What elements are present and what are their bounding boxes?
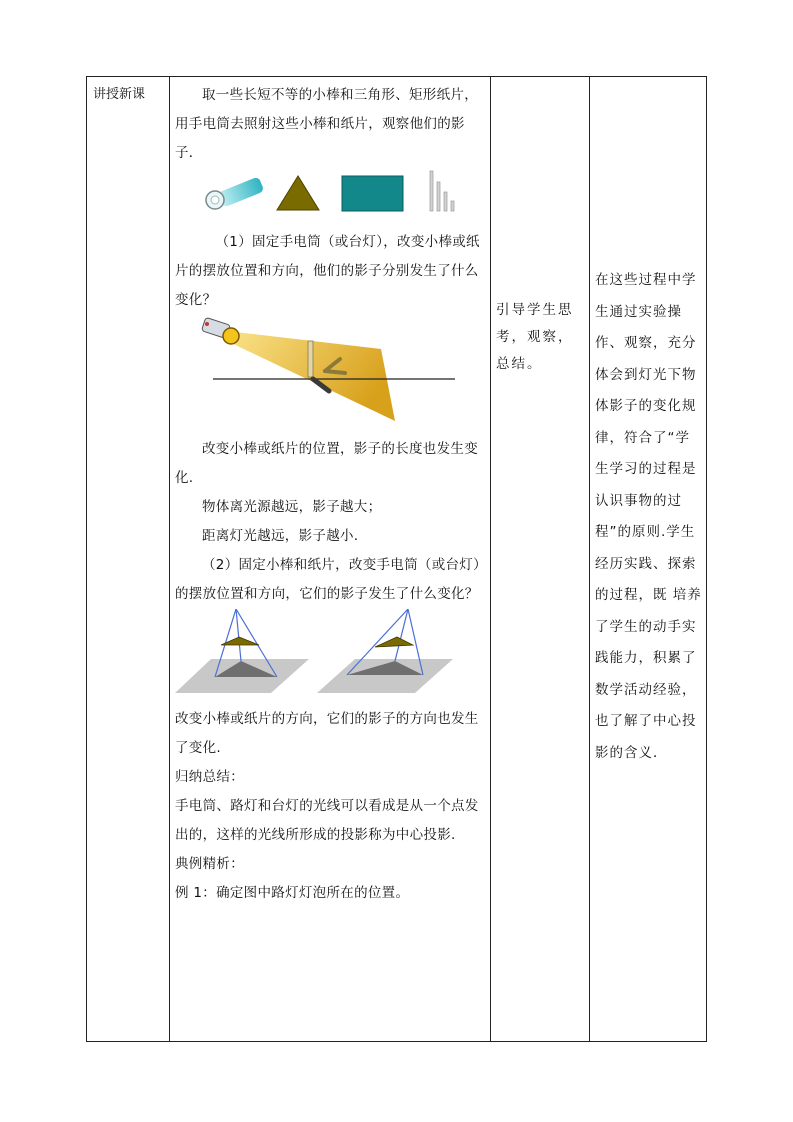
summary-text: 手电筒、路灯和台灯的光线可以看成是从一个点发出的，这样的光线所形成的投影称为中心投影. bbox=[175, 798, 479, 843]
observation-2: 物体离光源越远，影子越大； bbox=[202, 499, 382, 515]
question-1: （1）固定手电筒（或台灯），改变小棒或纸片的摆放位置和方向，他们的影子分别发生了什么变化？ bbox=[175, 234, 480, 308]
example-title: 典例精析： bbox=[175, 856, 244, 872]
main-content-cell bbox=[169, 77, 490, 1041]
sticks-icon bbox=[430, 171, 454, 211]
flashlight-shadow-figure bbox=[175, 315, 484, 435]
design-intent-text: 在这些过程中学生通过实验操作、观察，充分体会到灯光下物体影子的变化规律，符合了“学生学习的过程是认识事物的过程”的原则.学生经历实践、探索的过程，既 培养了学生的动手实践能力，积累了数学活动经验，也了解了中心投影的含义． bbox=[595, 272, 702, 761]
lesson-table bbox=[86, 76, 707, 1042]
question-2: （2）固定小棒和纸片，改变手电筒（或台灯）的摆放位置和方向，它们的影子发生了什么变化？ bbox=[175, 557, 481, 602]
materials-figure bbox=[175, 168, 484, 224]
triangle-shape bbox=[277, 176, 319, 210]
example-1: 例 1：确定图中路灯灯泡所在的位置。 bbox=[175, 885, 410, 901]
flashlight-icon bbox=[201, 317, 239, 344]
projection-right bbox=[317, 609, 453, 693]
observation-4: 改变小棒或纸片的方向，它们的影子的方向也发生了变化. bbox=[175, 711, 479, 756]
projection-left bbox=[175, 609, 309, 693]
teacher-activity-cell bbox=[490, 77, 589, 1041]
section-label-cell bbox=[87, 77, 169, 1041]
section-label: 讲授新课 bbox=[93, 87, 146, 102]
design-intent-cell bbox=[589, 77, 708, 1041]
intro-text: 取一些长短不等的小棒和三角形、矩形纸片，用手电筒去照射这些小棒和纸片，观察他们的影子． bbox=[175, 87, 478, 161]
rectangle-shape bbox=[342, 176, 403, 211]
central-projection-figure bbox=[175, 609, 484, 701]
observation-3: 距离灯光越远，影子越小. bbox=[202, 528, 359, 544]
flashlight-icon bbox=[206, 176, 264, 209]
teacher-activity-text: 引导学生思考，观察，总结。 bbox=[496, 302, 574, 372]
observation-1: 改变小棒或纸片的位置，影子的长度也发生变化. bbox=[175, 441, 478, 486]
summary-title: 归纳总结： bbox=[175, 769, 244, 785]
